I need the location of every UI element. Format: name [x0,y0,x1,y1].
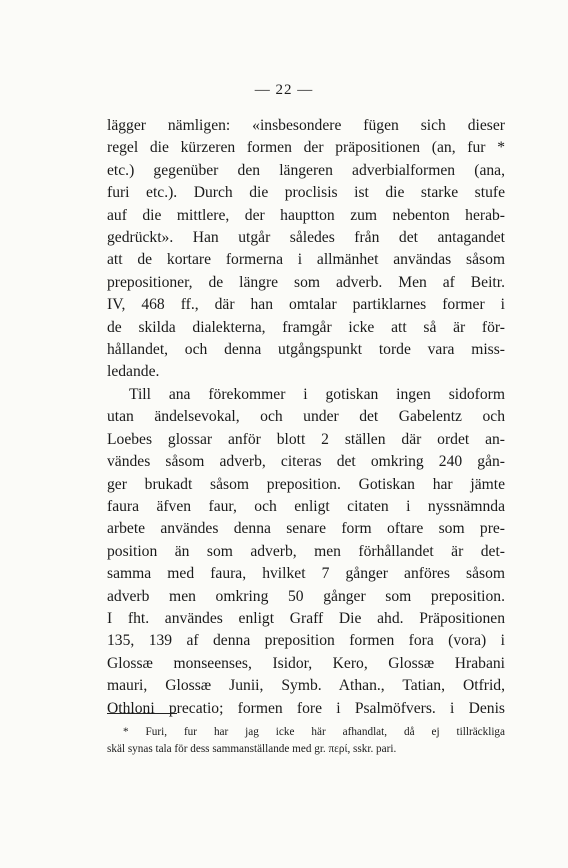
page-number: — 22 — [254,82,314,98]
text-line: adverb men omkring 50 gånger som preposition. [107,587,505,605]
text-line: IV, 468 ff., där han omtalar partiklarnes former i [107,296,505,314]
footnote-line: skäl synas tala för dess sammanställande med gr. περί, sskr. pari. [107,743,397,755]
text-line: lägger nämligen: «insbesondere fügen sich dieser [107,117,505,134]
text-line: utan ändelsevokal, och under det Gabelentz och [107,408,505,426]
text-line: de skilda dialekterna, framgår icke att så är för- [107,318,505,336]
text-line: hållandet, och denna utgångspunkt torde vara miss- [107,341,505,359]
text-line: faura äfven faur, och enligt citaten i nyssnämnda [107,497,505,515]
footnote-rule [107,713,177,714]
text-line: Othloni precatio; formen fore i Psalmöfvers. i Denis [107,699,505,717]
text-line: mauri, Glossæ Junii, Symb. Athan., Tatian, Otfrid, [107,677,505,695]
text-line: Glossæ monseenses, Isidor, Kero, Glossæ Hrabani [107,654,505,672]
text-line: arbete användes denna senare form oftare som pre- [107,520,505,538]
paragraph-start-line: Till ana förekommer i gotiskan ingen sidoform [129,385,505,403]
text-line: position än som adverb, men förhållandet är det- [107,542,505,560]
footnote-line: * Furi, fur har jag icke här afhandlat, då ej tillräckliga [123,726,505,738]
text-line: att de kortare formerna i allmänhet användas såsom [107,251,505,269]
text-line: auf die mittlere, der hauptton zum nebenton herab- [107,206,505,224]
footnote [107,724,505,758]
text-line: Loebes glossar anför blott 2 ställen där ordet an- [107,430,505,448]
text-line: samma med faura, hvilket 7 gånger anföres såsom [107,565,505,583]
text-line: etc.) gegenüber den längeren adverbialformen (ana, [107,161,505,179]
text-line: ger brukadt såsom preposition. Gotiskan har jämte [107,475,505,493]
text-line: regel die kürzeren formen der präpositionen (an, fur * [107,139,505,157]
text-line: vändes såsom adverb, citeras det omkring 240 gån- [107,453,505,471]
body-text [107,115,505,720]
text-line: I fht. användes enligt Graff Die ahd. Präpositionen [107,609,505,627]
text-line: 135, 139 af denna preposition formen fora (vora) i [107,632,505,650]
text-line: furi etc.). Durch die proclisis ist die starke stufe [107,184,505,202]
text-line: gedrückt». Han utgår således från det antagandet [107,229,505,247]
text-line: prepositioner, de längre som adverb. Men af Beitr. [107,273,505,291]
text-line: ledande. [107,363,160,381]
